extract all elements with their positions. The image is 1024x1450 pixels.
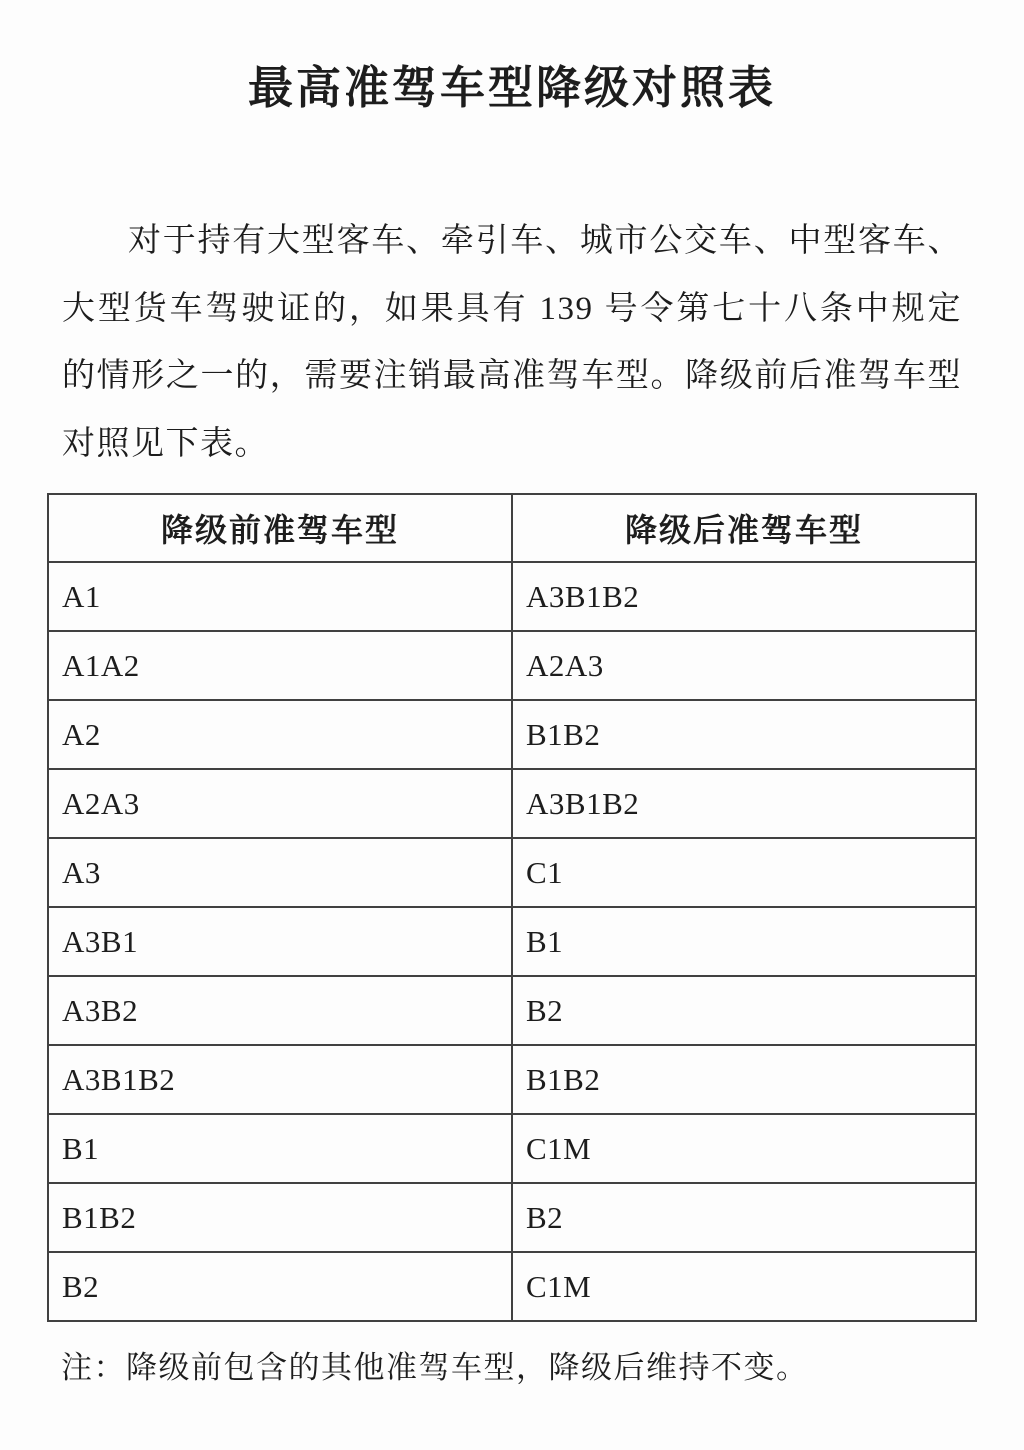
column-header-after-downgrade: 降级后准驾车型 [512, 494, 976, 562]
cell-after: B1B2 [512, 1045, 976, 1114]
footnote: 注：降级前包含的其他准驾车型，降级后维持不变。 [61, 1350, 809, 1385]
cell-before: A3B1 [48, 907, 512, 976]
table-row [48, 838, 976, 907]
cell-before: A2A3 [48, 769, 512, 838]
downgrade-comparison-table [47, 493, 977, 1322]
cell-after: A2A3 [512, 631, 976, 700]
table-row [48, 631, 976, 700]
page-title: 最高准驾车型降级对照表 [247, 63, 776, 113]
cell-before: A1 [48, 562, 512, 631]
table-row [48, 1183, 976, 1252]
cell-after: B2 [512, 976, 976, 1045]
table-row [48, 1252, 976, 1321]
cell-after: B2 [512, 1183, 976, 1252]
cell-before: A2 [48, 700, 512, 769]
table-row [48, 1114, 976, 1183]
table-row [48, 562, 976, 631]
table-row [48, 769, 976, 838]
cell-before: A3B1B2 [48, 1045, 512, 1114]
cell-after: A3B1B2 [512, 562, 976, 631]
cell-before: A3 [48, 838, 512, 907]
table-row [48, 1045, 976, 1114]
table-header-row [48, 494, 976, 562]
cell-after: A3B1B2 [512, 769, 976, 838]
cell-after: B1B2 [512, 700, 976, 769]
table-row [48, 976, 976, 1045]
intro-paragraph: 对于持有大型客车、牵引车、城市公交车、中型客车、大型货车驾驶证的，如果具有 139 号令第七十八条中规定的情形之一的，需要注销最高准驾车型。降级前后准驾车型对照见下表。 [62, 223, 962, 462]
table-row [48, 700, 976, 769]
column-header-before-downgrade: 降级前准驾车型 [48, 494, 512, 562]
cell-before: B2 [48, 1252, 512, 1321]
cell-before: A3B2 [48, 976, 512, 1045]
cell-before: A1A2 [48, 631, 512, 700]
cell-after: C1 [512, 838, 976, 907]
cell-after: C1M [512, 1252, 976, 1321]
cell-before: B1 [48, 1114, 512, 1183]
cell-after: C1M [512, 1114, 976, 1183]
cell-before: B1B2 [48, 1183, 512, 1252]
table-row [48, 907, 976, 976]
cell-after: B1 [512, 907, 976, 976]
